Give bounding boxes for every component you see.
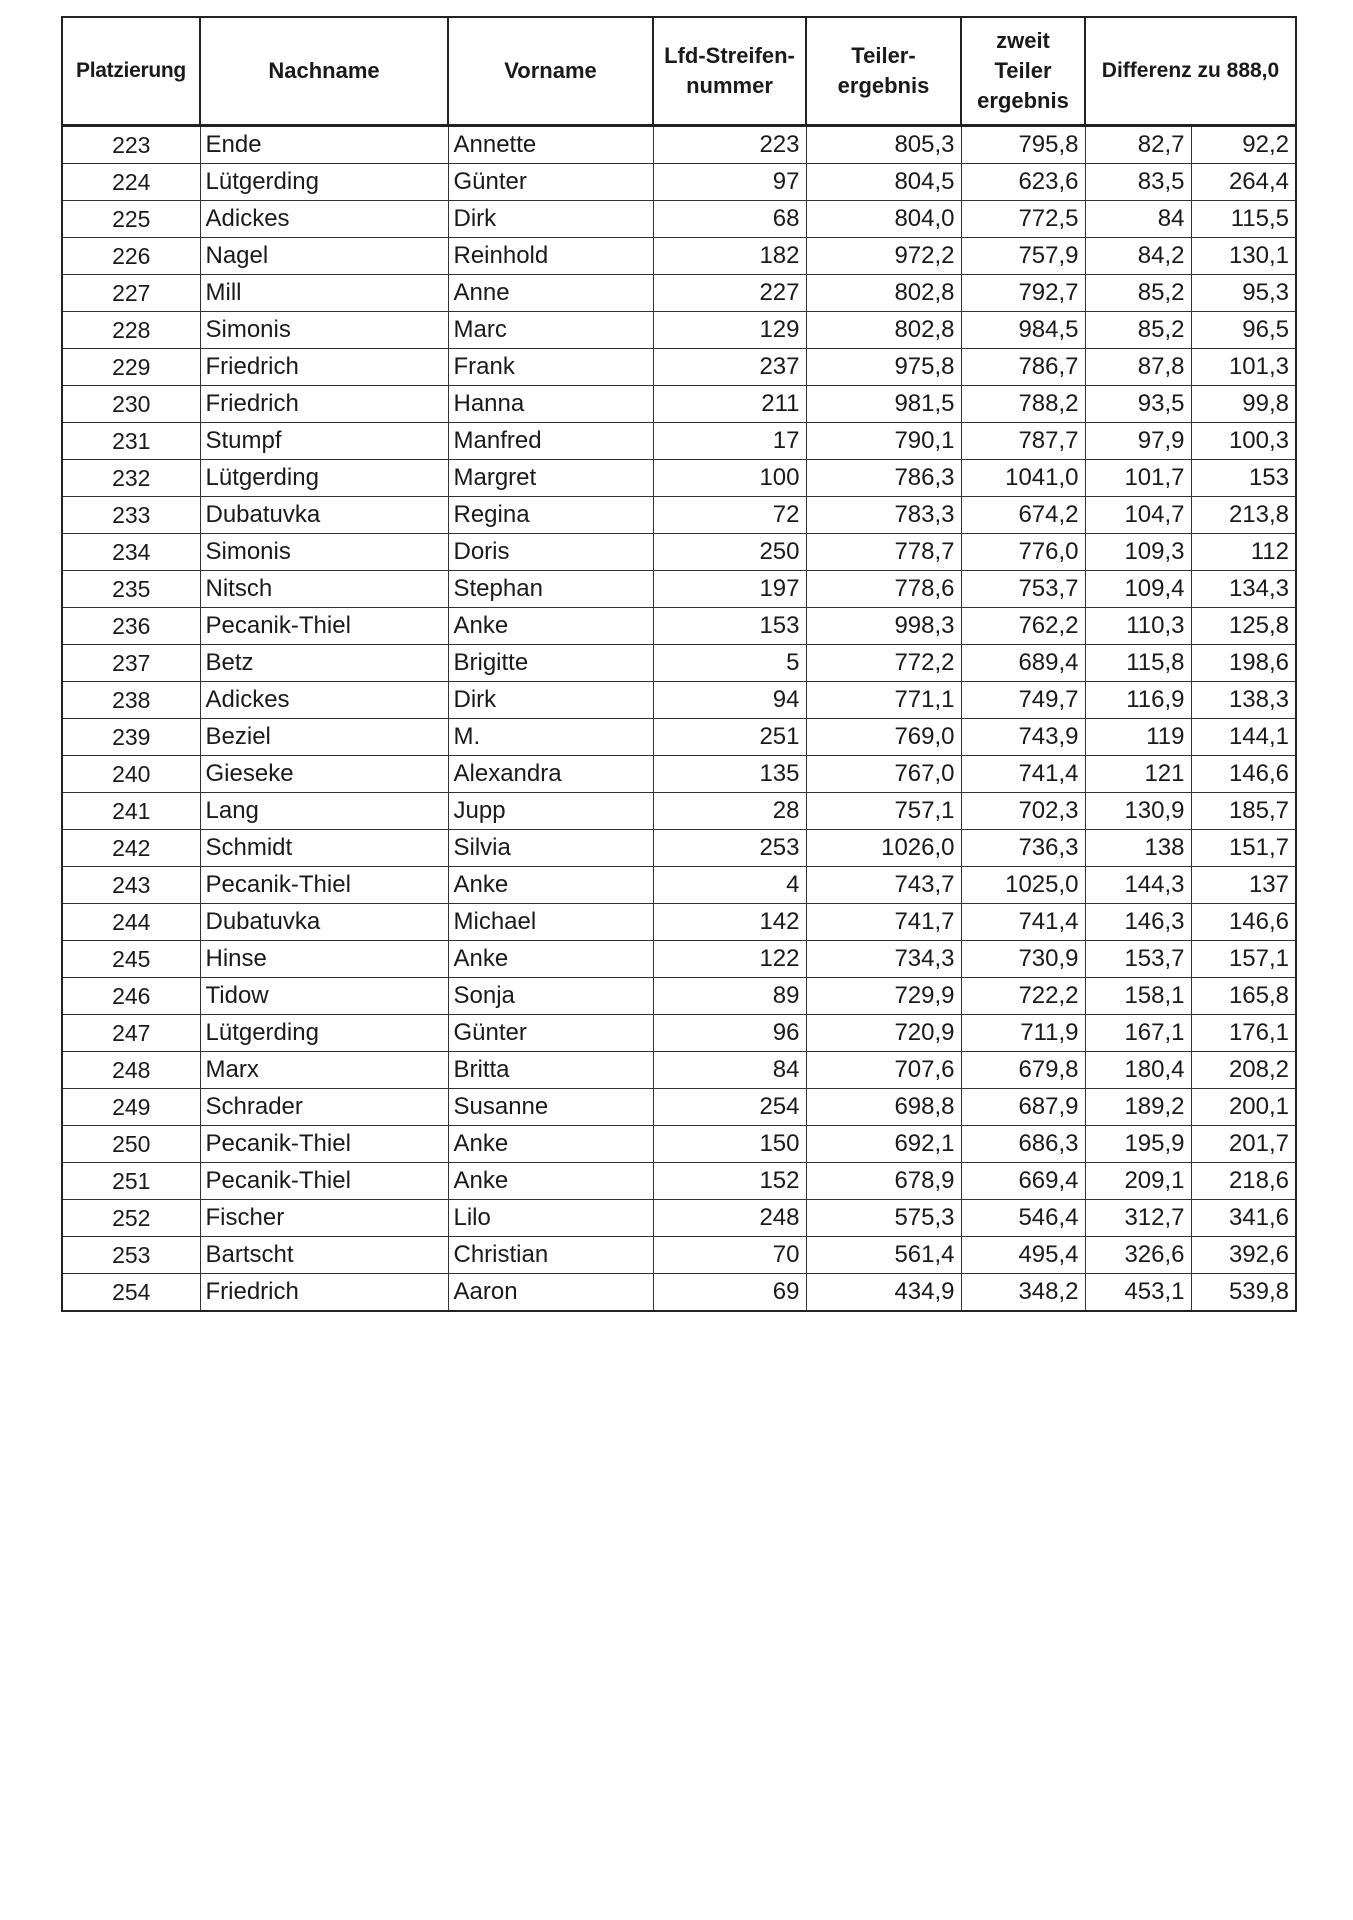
differenz-2-cell: 153 [1191, 460, 1296, 497]
vorname-cell: Jupp [448, 793, 653, 830]
header-zweit-teiler-ergebnis: zweit Teiler ergebnis [961, 17, 1085, 126]
nachname-cell: Lang [200, 793, 448, 830]
table-row [62, 312, 1296, 349]
zweit-teiler-cell: 757,9 [961, 238, 1085, 275]
platzierung-cell: 239 [62, 719, 200, 756]
table-row [62, 497, 1296, 534]
lfd-nummer-cell: 97 [653, 164, 806, 201]
nachname-cell: Stumpf [200, 423, 448, 460]
differenz-2-cell: 134,3 [1191, 571, 1296, 608]
table-row [62, 349, 1296, 386]
vorname-cell: Michael [448, 904, 653, 941]
teilerergebnis-cell: 741,7 [806, 904, 961, 941]
lfd-nummer-cell: 248 [653, 1200, 806, 1237]
vorname-cell: Marc [448, 312, 653, 349]
teilerergebnis-cell: 778,6 [806, 571, 961, 608]
differenz-2-cell: 125,8 [1191, 608, 1296, 645]
vorname-cell: Hanna [448, 386, 653, 423]
table-row [62, 645, 1296, 682]
nachname-cell: Lütgerding [200, 460, 448, 497]
vorname-cell: Manfred [448, 423, 653, 460]
nachname-cell: Schrader [200, 1089, 448, 1126]
teilerergebnis-cell: 734,3 [806, 941, 961, 978]
differenz-2-cell: 208,2 [1191, 1052, 1296, 1089]
header-row [62, 17, 1296, 126]
nachname-cell: Tidow [200, 978, 448, 1015]
lfd-nummer-cell: 100 [653, 460, 806, 497]
teilerergebnis-cell: 434,9 [806, 1274, 961, 1312]
table-row [62, 534, 1296, 571]
zweit-teiler-cell: 495,4 [961, 1237, 1085, 1274]
vorname-cell: Sonja [448, 978, 653, 1015]
differenz-1-cell: 167,1 [1085, 1015, 1191, 1052]
teilerergebnis-cell: 804,0 [806, 201, 961, 238]
nachname-cell: Pecanik-Thiel [200, 1126, 448, 1163]
teilerergebnis-cell: 772,2 [806, 645, 961, 682]
differenz-2-cell: 151,7 [1191, 830, 1296, 867]
differenz-2-cell: 130,1 [1191, 238, 1296, 275]
zweit-teiler-cell: 795,8 [961, 126, 1085, 164]
zweit-teiler-cell: 776,0 [961, 534, 1085, 571]
teilerergebnis-cell: 729,9 [806, 978, 961, 1015]
teilerergebnis-cell: 678,9 [806, 1163, 961, 1200]
zweit-teiler-cell: 786,7 [961, 349, 1085, 386]
lfd-nummer-cell: 28 [653, 793, 806, 830]
table-row [62, 1089, 1296, 1126]
differenz-1-cell: 109,3 [1085, 534, 1191, 571]
platzierung-cell: 223 [62, 126, 200, 164]
lfd-nummer-cell: 89 [653, 978, 806, 1015]
platzierung-cell: 243 [62, 867, 200, 904]
zweit-teiler-cell: 711,9 [961, 1015, 1085, 1052]
lfd-nummer-cell: 84 [653, 1052, 806, 1089]
differenz-2-cell: 115,5 [1191, 201, 1296, 238]
lfd-nummer-cell: 253 [653, 830, 806, 867]
platzierung-cell: 254 [62, 1274, 200, 1312]
teilerergebnis-cell: 972,2 [806, 238, 961, 275]
zweit-teiler-cell: 1041,0 [961, 460, 1085, 497]
zweit-teiler-cell: 788,2 [961, 386, 1085, 423]
lfd-nummer-cell: 150 [653, 1126, 806, 1163]
vorname-cell: Regina [448, 497, 653, 534]
differenz-1-cell: 195,9 [1085, 1126, 1191, 1163]
teilerergebnis-cell: 743,7 [806, 867, 961, 904]
zweit-teiler-cell: 792,7 [961, 275, 1085, 312]
teilerergebnis-cell: 998,3 [806, 608, 961, 645]
nachname-cell: Friedrich [200, 1274, 448, 1312]
differenz-2-cell: 137 [1191, 867, 1296, 904]
header-vorname: Vorname [448, 17, 653, 126]
nachname-cell: Gieseke [200, 756, 448, 793]
table-row [62, 867, 1296, 904]
differenz-1-cell: 138 [1085, 830, 1191, 867]
platzierung-cell: 235 [62, 571, 200, 608]
lfd-nummer-cell: 237 [653, 349, 806, 386]
lfd-nummer-cell: 94 [653, 682, 806, 719]
lfd-nummer-cell: 135 [653, 756, 806, 793]
differenz-1-cell: 453,1 [1085, 1274, 1191, 1312]
zweit-teiler-cell: 623,6 [961, 164, 1085, 201]
nachname-cell: Adickes [200, 682, 448, 719]
differenz-1-cell: 189,2 [1085, 1089, 1191, 1126]
differenz-1-cell: 116,9 [1085, 682, 1191, 719]
zweit-teiler-cell: 753,7 [961, 571, 1085, 608]
table-row [62, 571, 1296, 608]
teilerergebnis-cell: 575,3 [806, 1200, 961, 1237]
differenz-1-cell: 130,9 [1085, 793, 1191, 830]
platzierung-cell: 224 [62, 164, 200, 201]
teilerergebnis-cell: 1026,0 [806, 830, 961, 867]
differenz-2-cell: 100,3 [1191, 423, 1296, 460]
differenz-1-cell: 115,8 [1085, 645, 1191, 682]
teilerergebnis-cell: 692,1 [806, 1126, 961, 1163]
nachname-cell: Pecanik-Thiel [200, 1163, 448, 1200]
teilerergebnis-cell: 804,5 [806, 164, 961, 201]
nachname-cell: Beziel [200, 719, 448, 756]
vorname-cell: Aaron [448, 1274, 653, 1312]
differenz-1-cell: 158,1 [1085, 978, 1191, 1015]
teilerergebnis-cell: 981,5 [806, 386, 961, 423]
vorname-cell: Silvia [448, 830, 653, 867]
vorname-cell: Alexandra [448, 756, 653, 793]
platzierung-cell: 250 [62, 1126, 200, 1163]
differenz-2-cell: 112 [1191, 534, 1296, 571]
differenz-1-cell: 326,6 [1085, 1237, 1191, 1274]
nachname-cell: Adickes [200, 201, 448, 238]
vorname-cell: Dirk [448, 201, 653, 238]
header-teilerergebnis: Teiler-ergebnis [806, 17, 961, 126]
platzierung-cell: 248 [62, 1052, 200, 1089]
differenz-1-cell: 144,3 [1085, 867, 1191, 904]
teilerergebnis-cell: 802,8 [806, 275, 961, 312]
table-row [62, 1274, 1296, 1312]
differenz-2-cell: 95,3 [1191, 275, 1296, 312]
lfd-nummer-cell: 68 [653, 201, 806, 238]
platzierung-cell: 231 [62, 423, 200, 460]
zweit-teiler-cell: 689,4 [961, 645, 1085, 682]
vorname-cell: Anne [448, 275, 653, 312]
zweit-teiler-cell: 741,4 [961, 756, 1085, 793]
vorname-cell: Anke [448, 1163, 653, 1200]
zweit-teiler-cell: 984,5 [961, 312, 1085, 349]
nachname-cell: Simonis [200, 534, 448, 571]
vorname-cell: Margret [448, 460, 653, 497]
differenz-2-cell: 146,6 [1191, 904, 1296, 941]
lfd-nummer-cell: 142 [653, 904, 806, 941]
differenz-1-cell: 153,7 [1085, 941, 1191, 978]
zweit-teiler-cell: 686,3 [961, 1126, 1085, 1163]
vorname-cell: Anke [448, 941, 653, 978]
differenz-2-cell: 200,1 [1191, 1089, 1296, 1126]
platzierung-cell: 240 [62, 756, 200, 793]
teilerergebnis-cell: 698,8 [806, 1089, 961, 1126]
lfd-nummer-cell: 72 [653, 497, 806, 534]
vorname-cell: Annette [448, 126, 653, 164]
platzierung-cell: 247 [62, 1015, 200, 1052]
table-row [62, 978, 1296, 1015]
table-row [62, 460, 1296, 497]
differenz-2-cell: 392,6 [1191, 1237, 1296, 1274]
differenz-2-cell: 92,2 [1191, 126, 1296, 164]
zweit-teiler-cell: 546,4 [961, 1200, 1085, 1237]
header-platzierung: Platzierung [62, 17, 200, 126]
nachname-cell: Mill [200, 275, 448, 312]
lfd-nummer-cell: 153 [653, 608, 806, 645]
zweit-teiler-cell: 730,9 [961, 941, 1085, 978]
teilerergebnis-cell: 786,3 [806, 460, 961, 497]
lfd-nummer-cell: 129 [653, 312, 806, 349]
differenz-1-cell: 119 [1085, 719, 1191, 756]
table-row [62, 793, 1296, 830]
teilerergebnis-cell: 802,8 [806, 312, 961, 349]
platzierung-cell: 244 [62, 904, 200, 941]
platzierung-cell: 230 [62, 386, 200, 423]
differenz-1-cell: 87,8 [1085, 349, 1191, 386]
table-row [62, 201, 1296, 238]
differenz-2-cell: 144,1 [1191, 719, 1296, 756]
table-row [62, 275, 1296, 312]
lfd-nummer-cell: 227 [653, 275, 806, 312]
nachname-cell: Dubatuvka [200, 904, 448, 941]
lfd-nummer-cell: 4 [653, 867, 806, 904]
platzierung-cell: 228 [62, 312, 200, 349]
vorname-cell: Günter [448, 1015, 653, 1052]
zweit-teiler-cell: 669,4 [961, 1163, 1085, 1200]
differenz-1-cell: 85,2 [1085, 275, 1191, 312]
table-row [62, 830, 1296, 867]
nachname-cell: Nitsch [200, 571, 448, 608]
table-body [62, 126, 1296, 1312]
table-row [62, 1163, 1296, 1200]
platzierung-cell: 237 [62, 645, 200, 682]
nachname-cell: Nagel [200, 238, 448, 275]
lfd-nummer-cell: 152 [653, 1163, 806, 1200]
differenz-1-cell: 97,9 [1085, 423, 1191, 460]
differenz-2-cell: 201,7 [1191, 1126, 1296, 1163]
differenz-1-cell: 180,4 [1085, 1052, 1191, 1089]
differenz-2-cell: 165,8 [1191, 978, 1296, 1015]
nachname-cell: Bartscht [200, 1237, 448, 1274]
zweit-teiler-cell: 743,9 [961, 719, 1085, 756]
table-row [62, 756, 1296, 793]
differenz-2-cell: 213,8 [1191, 497, 1296, 534]
platzierung-cell: 225 [62, 201, 200, 238]
differenz-1-cell: 110,3 [1085, 608, 1191, 645]
differenz-2-cell: 198,6 [1191, 645, 1296, 682]
teilerergebnis-cell: 720,9 [806, 1015, 961, 1052]
lfd-nummer-cell: 17 [653, 423, 806, 460]
vorname-cell: Christian [448, 1237, 653, 1274]
table-header [62, 17, 1296, 126]
platzierung-cell: 251 [62, 1163, 200, 1200]
table-row [62, 1200, 1296, 1237]
table-row [62, 941, 1296, 978]
nachname-cell: Marx [200, 1052, 448, 1089]
table-row [62, 682, 1296, 719]
platzierung-cell: 234 [62, 534, 200, 571]
nachname-cell: Dubatuvka [200, 497, 448, 534]
lfd-nummer-cell: 251 [653, 719, 806, 756]
differenz-2-cell: 146,6 [1191, 756, 1296, 793]
vorname-cell: Reinhold [448, 238, 653, 275]
platzierung-cell: 229 [62, 349, 200, 386]
differenz-2-cell: 157,1 [1191, 941, 1296, 978]
zweit-teiler-cell: 702,3 [961, 793, 1085, 830]
zweit-teiler-cell: 772,5 [961, 201, 1085, 238]
teilerergebnis-cell: 805,3 [806, 126, 961, 164]
teilerergebnis-cell: 783,3 [806, 497, 961, 534]
zweit-teiler-cell: 722,2 [961, 978, 1085, 1015]
differenz-2-cell: 341,6 [1191, 1200, 1296, 1237]
differenz-2-cell: 218,6 [1191, 1163, 1296, 1200]
nachname-cell: Fischer [200, 1200, 448, 1237]
lfd-nummer-cell: 5 [653, 645, 806, 682]
vorname-cell: Brigitte [448, 645, 653, 682]
nachname-cell: Hinse [200, 941, 448, 978]
nachname-cell: Lütgerding [200, 164, 448, 201]
nachname-cell: Pecanik-Thiel [200, 867, 448, 904]
platzierung-cell: 253 [62, 1237, 200, 1274]
differenz-2-cell: 99,8 [1191, 386, 1296, 423]
lfd-nummer-cell: 223 [653, 126, 806, 164]
platzierung-cell: 226 [62, 238, 200, 275]
teilerergebnis-cell: 561,4 [806, 1237, 961, 1274]
nachname-cell: Ende [200, 126, 448, 164]
vorname-cell: Doris [448, 534, 653, 571]
lfd-nummer-cell: 250 [653, 534, 806, 571]
vorname-cell: Anke [448, 1126, 653, 1163]
zweit-teiler-cell: 687,9 [961, 1089, 1085, 1126]
differenz-2-cell: 185,7 [1191, 793, 1296, 830]
differenz-1-cell: 84,2 [1085, 238, 1191, 275]
table-row [62, 1126, 1296, 1163]
table-row [62, 904, 1296, 941]
table-row [62, 1052, 1296, 1089]
vorname-cell: Stephan [448, 571, 653, 608]
table-row [62, 1015, 1296, 1052]
differenz-2-cell: 96,5 [1191, 312, 1296, 349]
table-row [62, 1237, 1296, 1274]
differenz-1-cell: 121 [1085, 756, 1191, 793]
teilerergebnis-cell: 975,8 [806, 349, 961, 386]
zweit-teiler-cell: 749,7 [961, 682, 1085, 719]
nachname-cell: Schmidt [200, 830, 448, 867]
lfd-nummer-cell: 254 [653, 1089, 806, 1126]
differenz-1-cell: 104,7 [1085, 497, 1191, 534]
vorname-cell: Anke [448, 867, 653, 904]
lfd-nummer-cell: 182 [653, 238, 806, 275]
platzierung-cell: 241 [62, 793, 200, 830]
differenz-1-cell: 209,1 [1085, 1163, 1191, 1200]
lfd-nummer-cell: 96 [653, 1015, 806, 1052]
teilerergebnis-cell: 767,0 [806, 756, 961, 793]
differenz-1-cell: 146,3 [1085, 904, 1191, 941]
nachname-cell: Lütgerding [200, 1015, 448, 1052]
teilerergebnis-cell: 790,1 [806, 423, 961, 460]
platzierung-cell: 252 [62, 1200, 200, 1237]
nachname-cell: Friedrich [200, 349, 448, 386]
differenz-1-cell: 83,5 [1085, 164, 1191, 201]
vorname-cell: Dirk [448, 682, 653, 719]
differenz-2-cell: 101,3 [1191, 349, 1296, 386]
differenz-2-cell: 176,1 [1191, 1015, 1296, 1052]
differenz-2-cell: 138,3 [1191, 682, 1296, 719]
header-differenz: Differenz zu 888,0 [1085, 17, 1296, 126]
zweit-teiler-cell: 1025,0 [961, 867, 1085, 904]
teilerergebnis-cell: 707,6 [806, 1052, 961, 1089]
vorname-cell: Günter [448, 164, 653, 201]
platzierung-cell: 233 [62, 497, 200, 534]
results-table [61, 16, 1297, 1312]
differenz-1-cell: 82,7 [1085, 126, 1191, 164]
platzierung-cell: 232 [62, 460, 200, 497]
table-row [62, 164, 1296, 201]
lfd-nummer-cell: 122 [653, 941, 806, 978]
table-row [62, 126, 1296, 164]
lfd-nummer-cell: 70 [653, 1237, 806, 1274]
lfd-nummer-cell: 211 [653, 386, 806, 423]
table-row [62, 238, 1296, 275]
platzierung-cell: 242 [62, 830, 200, 867]
table-row [62, 386, 1296, 423]
vorname-cell: M. [448, 719, 653, 756]
zweit-teiler-cell: 741,4 [961, 904, 1085, 941]
differenz-1-cell: 109,4 [1085, 571, 1191, 608]
lfd-nummer-cell: 197 [653, 571, 806, 608]
vorname-cell: Anke [448, 608, 653, 645]
differenz-1-cell: 101,7 [1085, 460, 1191, 497]
nachname-cell: Pecanik-Thiel [200, 608, 448, 645]
platzierung-cell: 246 [62, 978, 200, 1015]
zweit-teiler-cell: 348,2 [961, 1274, 1085, 1312]
differenz-1-cell: 312,7 [1085, 1200, 1191, 1237]
differenz-1-cell: 84 [1085, 201, 1191, 238]
vorname-cell: Lilo [448, 1200, 653, 1237]
platzierung-cell: 245 [62, 941, 200, 978]
vorname-cell: Frank [448, 349, 653, 386]
nachname-cell: Friedrich [200, 386, 448, 423]
teilerergebnis-cell: 778,7 [806, 534, 961, 571]
differenz-1-cell: 93,5 [1085, 386, 1191, 423]
zweit-teiler-cell: 762,2 [961, 608, 1085, 645]
zweit-teiler-cell: 674,2 [961, 497, 1085, 534]
table-row [62, 719, 1296, 756]
differenz-2-cell: 264,4 [1191, 164, 1296, 201]
table-row [62, 608, 1296, 645]
differenz-2-cell: 539,8 [1191, 1274, 1296, 1312]
table-row [62, 423, 1296, 460]
nachname-cell: Betz [200, 645, 448, 682]
teilerergebnis-cell: 757,1 [806, 793, 961, 830]
zweit-teiler-cell: 736,3 [961, 830, 1085, 867]
platzierung-cell: 249 [62, 1089, 200, 1126]
zweit-teiler-cell: 787,7 [961, 423, 1085, 460]
header-lfd-streifennummer: Lfd-Streifen-nummer [653, 17, 806, 126]
lfd-nummer-cell: 69 [653, 1274, 806, 1312]
teilerergebnis-cell: 771,1 [806, 682, 961, 719]
vorname-cell: Susanne [448, 1089, 653, 1126]
vorname-cell: Britta [448, 1052, 653, 1089]
zweit-teiler-cell: 679,8 [961, 1052, 1085, 1089]
platzierung-cell: 227 [62, 275, 200, 312]
platzierung-cell: 238 [62, 682, 200, 719]
platzierung-cell: 236 [62, 608, 200, 645]
header-nachname: Nachname [200, 17, 448, 126]
teilerergebnis-cell: 769,0 [806, 719, 961, 756]
nachname-cell: Simonis [200, 312, 448, 349]
differenz-1-cell: 85,2 [1085, 312, 1191, 349]
